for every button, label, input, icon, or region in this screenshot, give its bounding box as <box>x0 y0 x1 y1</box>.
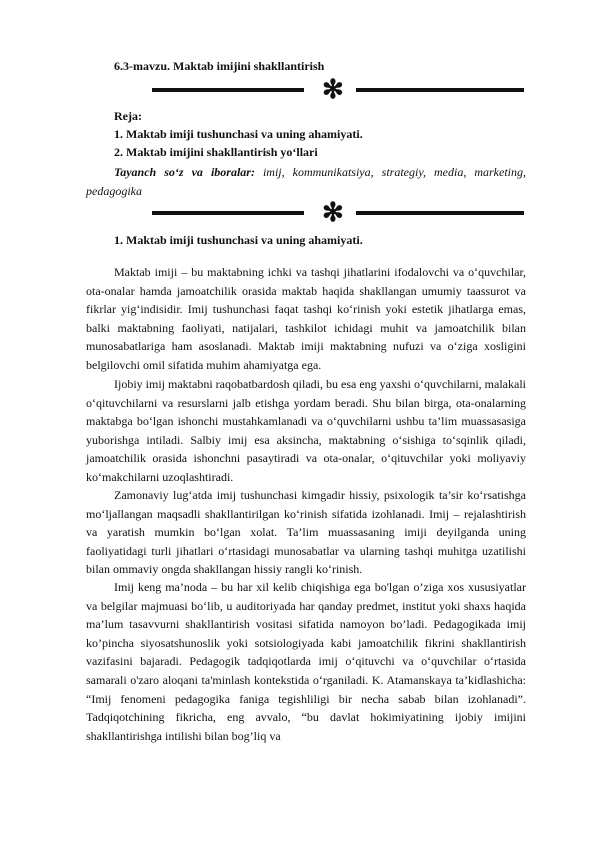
section-1-title: 1. Maktab imiji tushunchasi va uning ahamiyati. <box>114 233 363 247</box>
paragraph-1: Maktab imiji – bu maktabning ichki va tashqi jihatlarini ifodalovchi va o‘quvchilar, ota-onalar hamda jamoatchilik orasida maktab haqida shakllangan umumiy taassurot va fikrlar yig‘indisidir. Imij tushunchasi faqat tashqi ko‘rinish yoki estetik jihatlarga emas, balki maktabning faoliyati, natijalari, tashkilot ichidagi muhit va jamoatchilik bilan munosabatlariga ham asoslanadi. Maktab imiji maktabning nufuzi va o‘ziga xosligini belgilovchi omil sifatida muhim ahamiyatga ega. <box>86 265 526 372</box>
keywords-text: imij, kommunikatsiya, strategiy, media, marketing, pedagogika <box>86 165 526 198</box>
plan-heading: Reja: <box>114 109 142 123</box>
topic-title: 6.3-mavzu. Maktab imijini shakllantirish <box>114 59 325 73</box>
divider-bar-left <box>152 211 304 215</box>
divider-top <box>152 75 524 104</box>
paragraph-2: Ijobiy imij maktabni raqobatbardosh qiladi, bu esa eng yaxshi o‘quvchilarni, malakali o‘qituvchilarni va resurslarni jalb etishga yordam beradi. Shu bilan birga, ota-onalarning maktabga bo‘lgan ishonchi mustahkamlanadi va o‘quvchilarni ushbu ta’lim muassasasiga yuborishga intiladi. Salbiy imij esa aksincha, maktabning o‘sishiga to‘sqinlik qiladi, jamoatchilik orasida ishonchni pasaytiradi va ota-onalar, o‘qituvchilar yoki moliyaviy ko‘makchilarni uzoqlashtiradi. <box>86 377 526 484</box>
divider-bottom <box>152 198 524 227</box>
asterisk-icon: ✻ <box>322 198 344 227</box>
paragraph-3: Zamonaviy lug‘atda imij tushunchasi kimgadir hissiy, psixologik ta’sir ko‘rsatishga mo‘ljallangan maqsadli shakllantirilgan ko‘rinish sifatida izohlanadi. Imij – rejalashtirish va yaratish mumkin bo‘lgan xolat. Ta’lim muassasaning imiji deyilganda uning faoliyatidagi turli jihatlari o‘rtasidagi munosabatlar va ularning tashqi muhitga uzatilishi bilan ommaviy ongda shakllangan hissiy rangli ko‘rinish. <box>86 488 526 577</box>
divider-bar-right <box>356 88 524 92</box>
asterisk-icon: ✻ <box>322 75 344 104</box>
divider-bar-left <box>152 88 304 92</box>
paragraph-4: Imij keng ma’noda – bu har xil kelib chiqishiga ega bo'lgan o’ziga xos xususiyatlar va belgilar majmuasi bo‘lib, u auditoriyada har qanday predmet, institut yoki shaxs haqida ma’lum tasavvurni shakllantirish vositasi sifatida namoyon bo’ladi. Pedagogikada imij ko’pincha siyosatshunoslik yoki sotsiologiyada kabi jamoatchilik fikrini shakllantirish vazifasini bajaradi. Pedagogik tadqiqotlarda imij o‘qituvchi va o‘quvchilar o‘rtasida samarali o'zaro aloqani ta'minlash kontekstida o‘rganiladi. K. Atamanskaya ta’kidlashicha: “Imij fenomeni pedagogika faniga tegishliligi bir necha sabab bilan izohlanadi”. Tadqiqotchining fikricha, eng avvalo, “bu davlat hokimiyatining ijobiy imijini shakllantirishga intilishi bilan bog’liq va <box>86 580 526 743</box>
keywords-block <box>86 163 526 200</box>
plan-item-1: 1. Maktab imiji tushunchasi va uning ahamiyati. <box>114 127 363 141</box>
divider-bar-right <box>356 211 524 215</box>
plan-item-2: 2. Maktab imijini shakllantirish yo‘llari <box>114 145 318 159</box>
keywords-label: Tayanch so‘z va iboralar: <box>114 165 255 179</box>
